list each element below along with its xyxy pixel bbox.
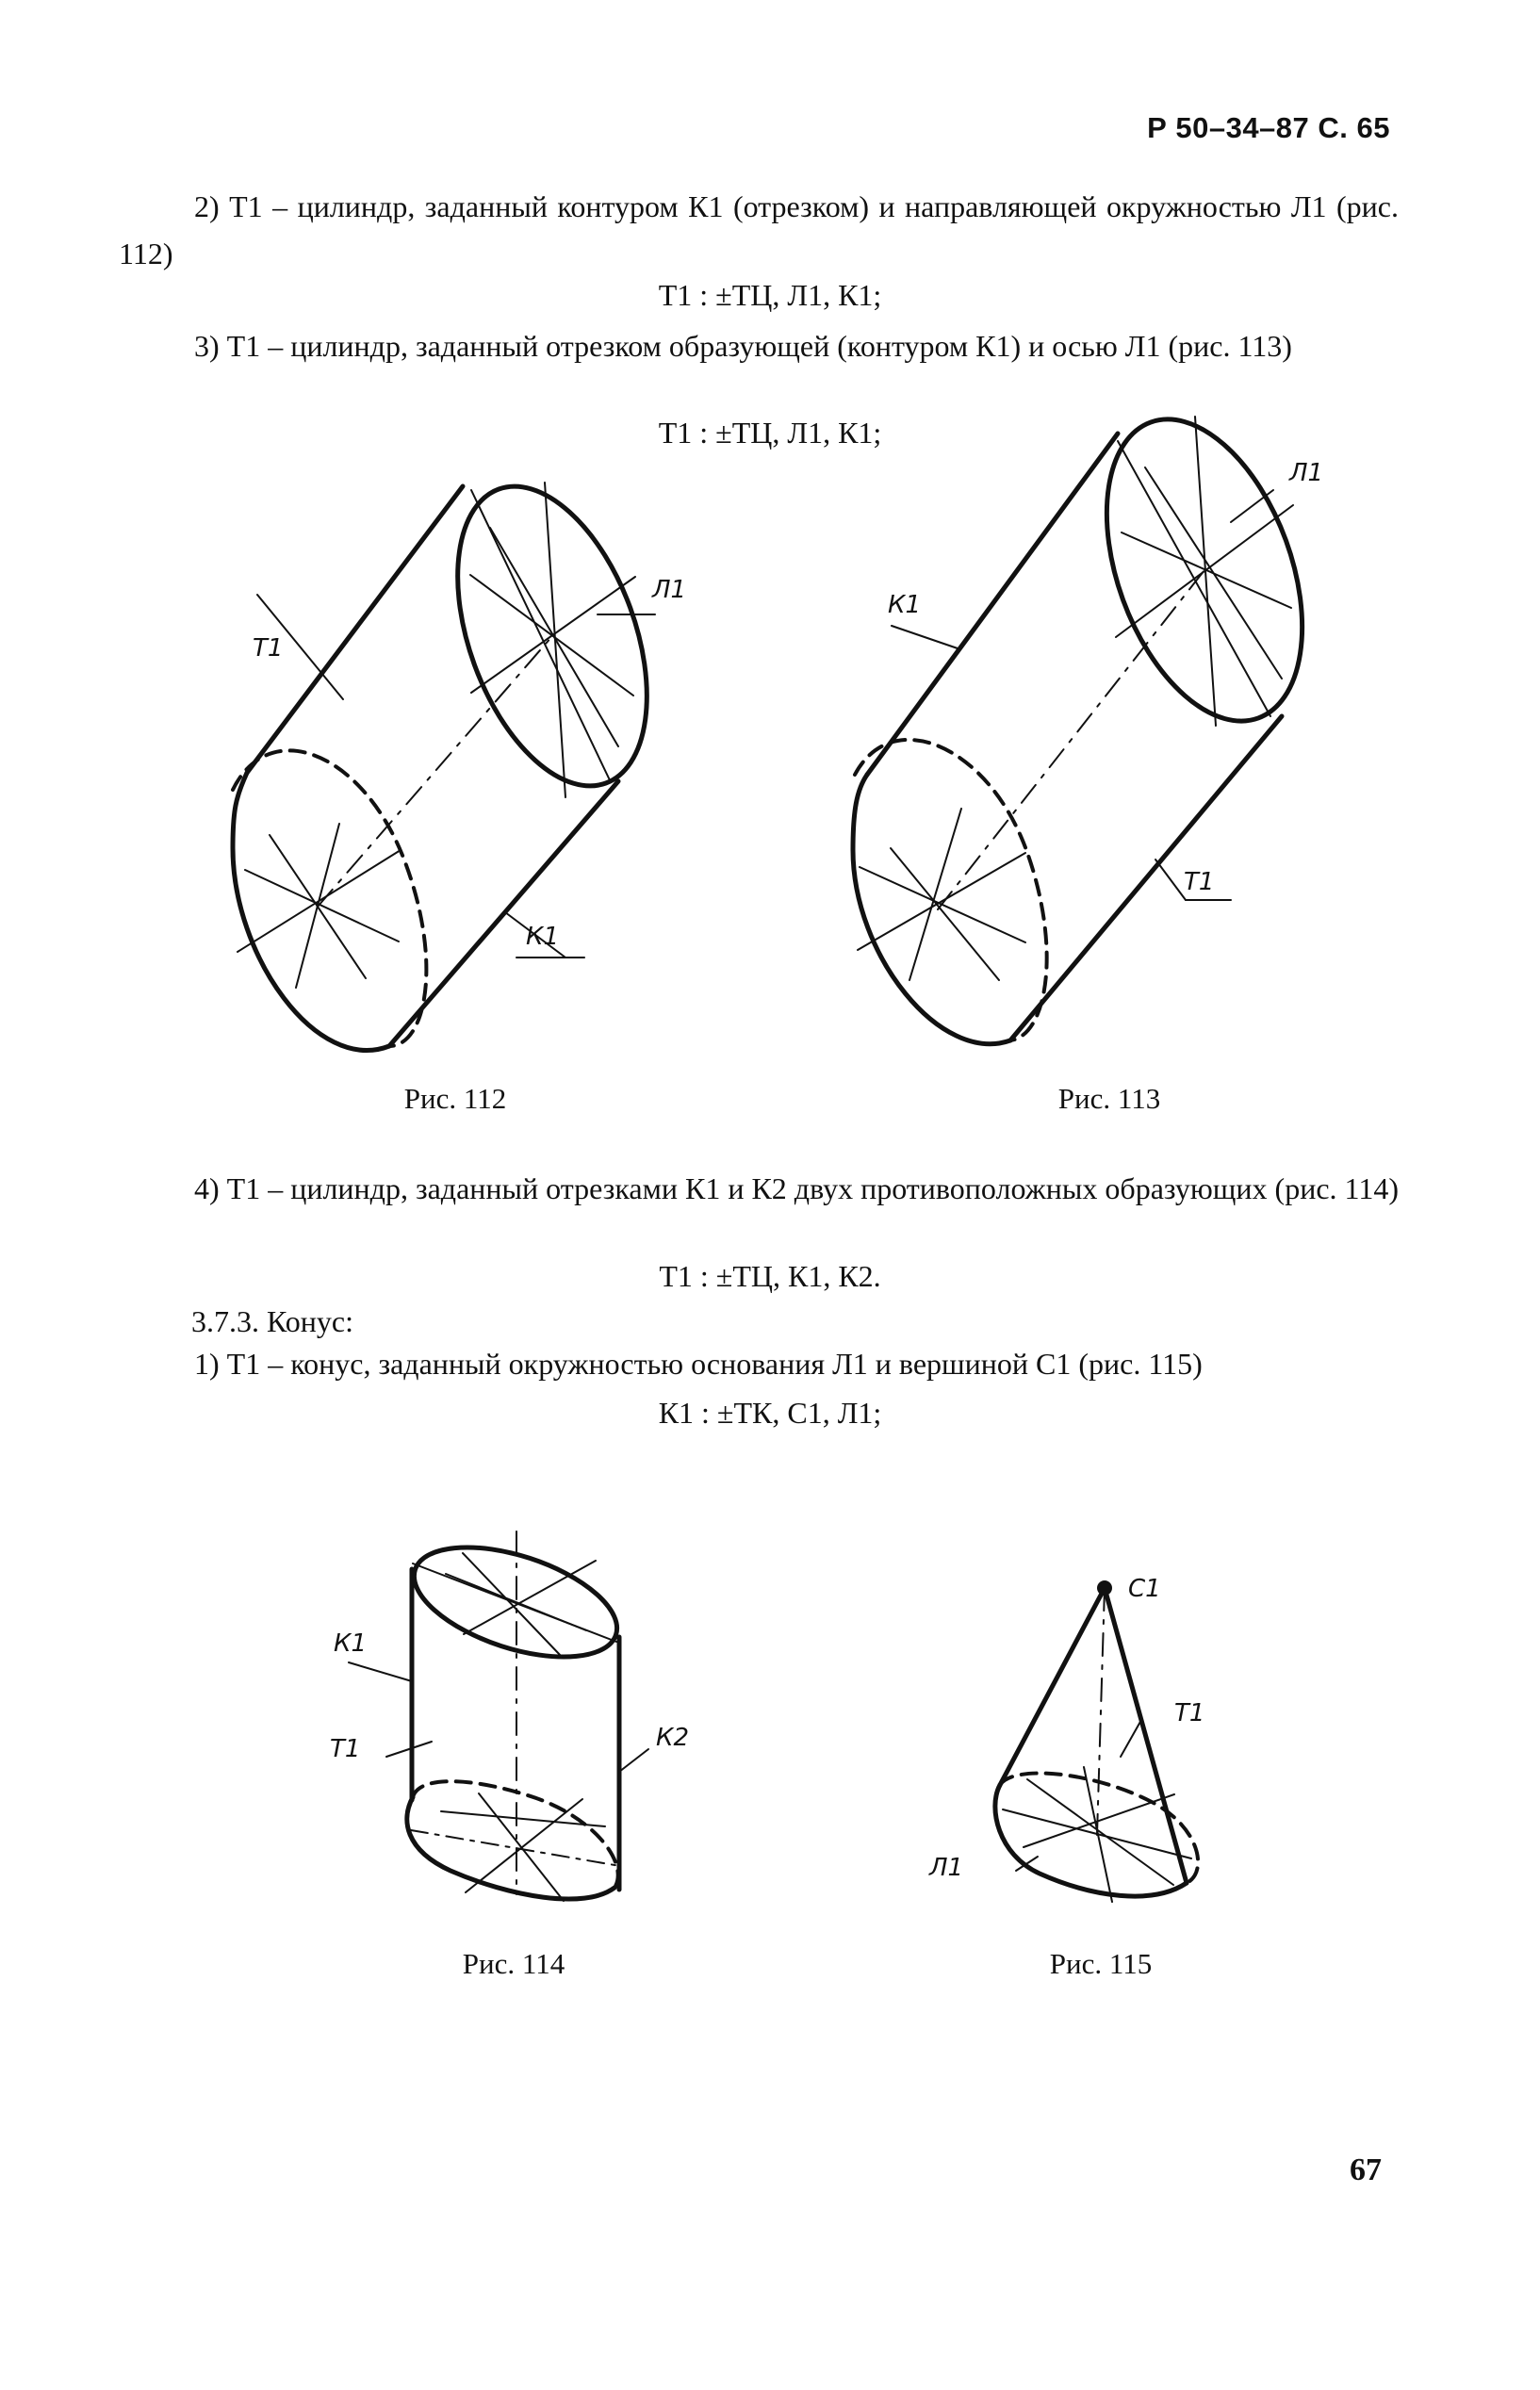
paragraph-cone [119, 1340, 1399, 1387]
label-fig113-k1: К1 [888, 591, 922, 619]
figure-115-cone-drawing [995, 1588, 1198, 1902]
label-fig113-l1: Л1 [1289, 459, 1324, 487]
section-heading-cone: 3.7.3. Конус: [191, 1304, 353, 1338]
label-fig114-k1: К1 [334, 1629, 368, 1658]
paragraph-text: 1) Т1 – конус, заданный окружностью основания Л1 и вершиной С1 (рис. 115) [194, 1347, 1203, 1381]
paragraph-cylinder-opposite-generatrices [119, 1165, 1399, 1212]
caption-figure-113: Рис. 113 [1057, 1082, 1161, 1115]
paragraph-text: 4) Т1 – цилиндр, заданный отрезками К1 и К2 двух противоположных образующих (рис. 114) [194, 1171, 1399, 1205]
figure-115-apex-dot [1097, 1580, 1112, 1596]
label-fig112-k1: К1 [526, 923, 560, 951]
caption-figure-115: Рис. 115 [1049, 1947, 1153, 1980]
formula-cylinder-generatrix: Т1 : ±ТЦ, Л1, К1; [658, 416, 882, 450]
label-fig112-l1: Л1 [652, 576, 687, 604]
label-fig113-t1: Т1 [1184, 868, 1215, 896]
label-fig114-t1: Т1 [330, 1735, 361, 1763]
label-fig114-k2: К2 [656, 1724, 690, 1752]
label-fig115-c1: С1 [1128, 1575, 1161, 1603]
figure-112-cylinder-drawing [233, 461, 683, 1051]
label-fig115-t1: Т1 [1174, 1699, 1205, 1727]
page-number: 67 [1350, 2153, 1382, 2187]
label-fig112-t1: Т1 [253, 634, 284, 663]
paragraph-text: 2) Т1 – цилиндр, заданный контуром К1 (отрезком) и направляющей окружностью Л1 (рис. 112) [119, 189, 1399, 270]
formula-cylinder-opposite-generatrices: Т1 : ±ТЦ, К1, К2. [659, 1259, 881, 1293]
figure-114-cylinder-drawing [349, 1526, 648, 1901]
formula-cylinder-contour: Т1 : ±ТЦ, Л1, К1; [658, 278, 882, 312]
document-header-code: Р 50–34–87 С. 65 [1147, 111, 1390, 144]
formula-cone: К1 : ±ТК, С1, Л1; [658, 1396, 882, 1430]
label-fig115-l1: Л1 [929, 1854, 964, 1882]
figure-113-cylinder-drawing [853, 393, 1340, 1044]
paragraph-text: 3) Т1 – цилиндр, заданный отрезком образующей (контуром К1) и осью Л1 (рис. 113) [194, 329, 1292, 363]
caption-figure-114: Рис. 114 [462, 1947, 565, 1980]
caption-figure-112: Рис. 112 [403, 1082, 507, 1115]
